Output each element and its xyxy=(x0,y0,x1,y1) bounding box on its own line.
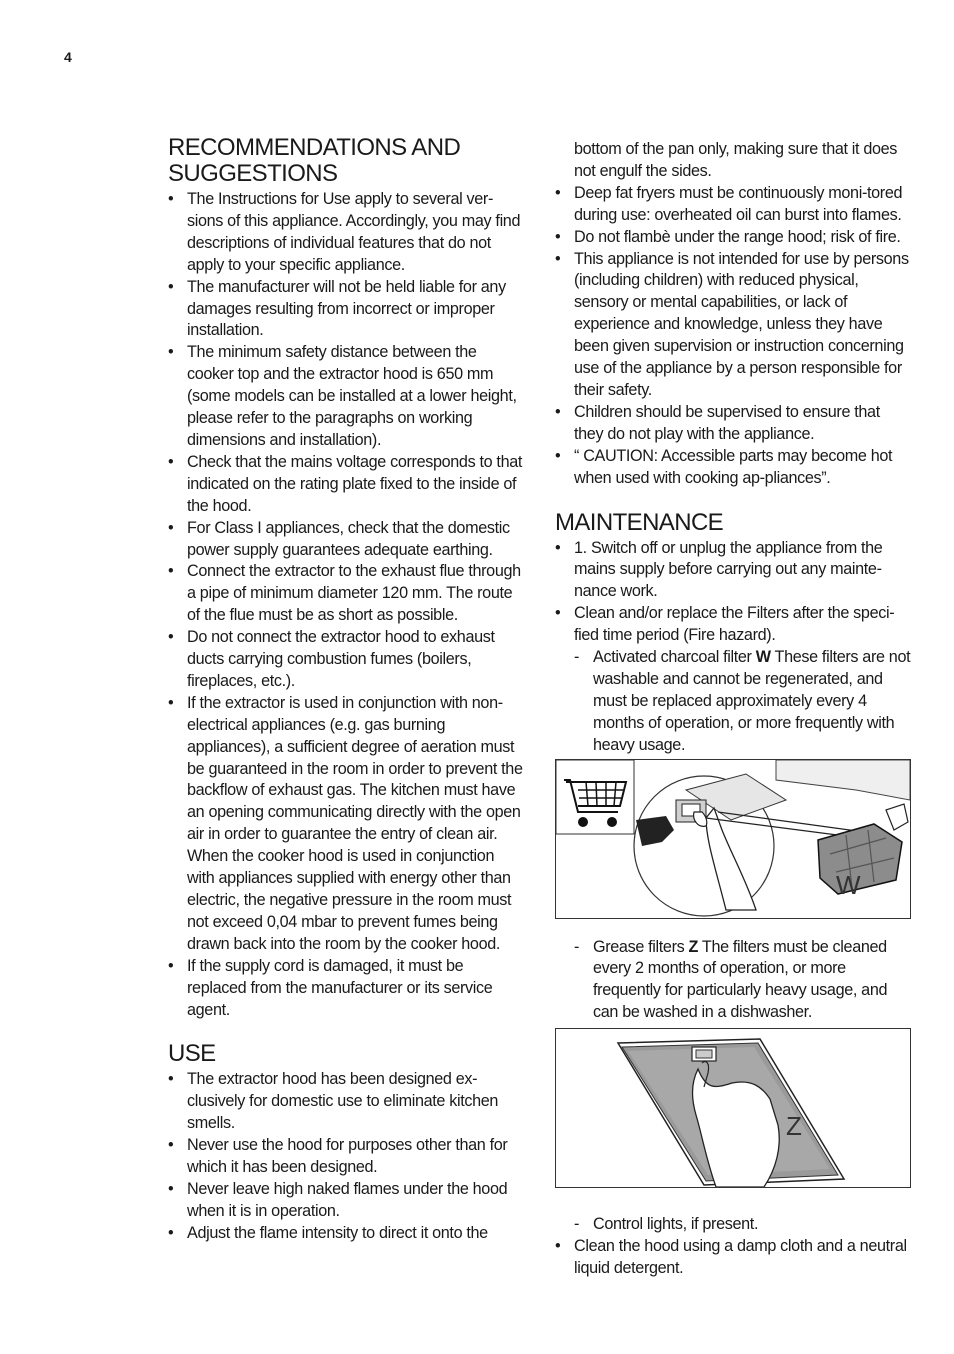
dash-icon: - xyxy=(574,1215,580,1234)
list-item: • The manufacturer will not be held liable for any damages resulting from incorrect or improper installation. xyxy=(168,277,506,340)
figure-w-label: W xyxy=(836,869,861,900)
bullet-icon: • xyxy=(168,190,174,208)
list-item: • Clean the hood using a damp cloth and a neutral liquid detergent. xyxy=(555,1237,907,1277)
list-item: • “ CAUTION: Accessible parts may become hot when used with cooking ap-pliances”. xyxy=(555,446,893,487)
figure-z-label: Z xyxy=(786,1111,802,1142)
bullet-icon: • xyxy=(168,1179,174,1198)
list-item: • Never use the hood for purposes other than for which it has been designed. xyxy=(168,1136,508,1177)
bullet-icon: • xyxy=(555,604,561,623)
bullet-icon: • xyxy=(555,446,561,465)
list-item: • Do not flambè under the range hood; risk of fire. xyxy=(555,227,911,249)
bullet-icon: • xyxy=(168,956,174,975)
bullet-icon: • xyxy=(168,452,174,471)
bullet-icon: • xyxy=(555,249,561,268)
grease-filter-illustration xyxy=(556,1029,910,1187)
list-item: • Do not connect the extractor hood to exhaust ducts carrying combustion fumes (boilers, fireplaces, etc.). xyxy=(168,628,495,690)
list-item: • Deep fat fryers must be continuously moni-tored during use: overheated oil can burst into flames. xyxy=(555,183,903,224)
bullet-icon: • xyxy=(168,518,174,537)
list-item: • For Class I appliances, check that the domestic power supply guarantees adequate earthing. xyxy=(168,518,510,559)
list-item: • Clean and/or replace the Filters after the speci-fied time period (Fire hazard). xyxy=(555,604,895,645)
list-item: • Children should be supervised to ensure that they do not play with the appliance. xyxy=(555,402,880,443)
bullet-icon: • xyxy=(168,1223,174,1242)
bullet-icon: • xyxy=(168,693,174,712)
bullet-icon: • xyxy=(168,277,174,296)
bullet-icon: • xyxy=(555,1237,561,1256)
maintenance-list-2 xyxy=(555,937,911,1025)
use-heading: USE xyxy=(168,1040,216,1068)
heading-line-2: SUGGESTIONS xyxy=(168,160,338,187)
bullet-icon: • xyxy=(555,402,561,421)
sub-list-item-charcoal: - Activated charcoal filter W These filters are not washable and cannot be regenerated, and must be replaced approximately every 4 months of operation, or more frequently with heavy usage. xyxy=(574,648,911,754)
bullet-icon: • xyxy=(555,183,561,202)
list-item: • The minimum safety distance between the cooker top and the extractor hood is 650 mm (some models can be installed at a lower height, please refer to the paragraphs on working dimensions and installation). xyxy=(168,343,517,449)
list-item: • Never leave high naked flames under the hood when it is in operation. xyxy=(168,1179,508,1220)
list-item: • If the extractor is used in conjunction with non-electrical appliances (e.g. gas burning appliances), a sufficient degree of aeration must be guaranteed in the room in order to prevent the backflow of exhaust gas. The kitchen must have an opening communicating directly with the open air in order to guarantee the entry of clean air. When the cooker hood is used in conjunction with appliances supplied with energy other than electric, the negative pressure in the room must not exceed 0,04 mbar to prevent fumes being drawn back into the room by the cooker hood. xyxy=(168,693,523,953)
maintenance-list xyxy=(555,538,911,757)
heading-line-1: RECOMMENDATIONS AND xyxy=(168,134,461,161)
maintenance-list-3 xyxy=(555,1214,911,1280)
bullet-icon: • xyxy=(168,562,174,581)
bullet-icon: • xyxy=(555,227,561,246)
page-number: 4 xyxy=(64,49,72,65)
use-list-continued xyxy=(555,183,911,490)
bullet-icon: • xyxy=(168,628,174,647)
list-item: • Check that the mains voltage corresponds to that indicated on the rating plate fixed to the inside of the hood. xyxy=(168,452,523,515)
list-item: • Connect the extractor to the exhaust flue through a pipe of minimum diameter 120 mm. The route of the flue must be as short as possible. xyxy=(168,562,521,625)
charcoal-filter-figure xyxy=(555,759,911,919)
maintenance-heading: MAINTENANCE xyxy=(555,508,724,536)
recommendations-heading xyxy=(168,135,524,187)
sub-list-item-control-lights: - Control lights, if present. xyxy=(555,1214,911,1236)
sub-list-item-grease: - Grease filters Z The filters must be cleaned every 2 months of operation, or more frequently for particularly heavy usage, and can be washed in a dishwasher. xyxy=(574,937,888,1022)
bullet-icon: • xyxy=(168,1136,174,1155)
list-item: • 1. Switch off or unplug the appliance from the mains supply before carrying out any mainte-nance work. xyxy=(555,538,883,601)
right-column xyxy=(555,139,911,1280)
dash-icon: - xyxy=(574,648,580,667)
list-item: • This appliance is not intended for use by persons (including children) with reduced physical, sensory or mental capabilities, or lack of experience and knowledge, unless they have been given supervision or instruction concerning use of the appliance by a person responsible for their safety. xyxy=(555,249,909,399)
list-item: • The extractor hood has been designed ex-clusively for domestic use to eliminate kitchen smells. xyxy=(168,1070,499,1133)
left-column xyxy=(168,135,524,1245)
bullet-icon: • xyxy=(168,343,174,362)
dash-icon: - xyxy=(574,937,580,956)
use-list xyxy=(168,1069,524,1244)
list-item: • Adjust the flame intensity to direct it onto the xyxy=(168,1223,524,1245)
bullet-icon: • xyxy=(555,538,561,557)
list-item: • If the supply cord is damaged, it must be replaced from the manufacturer or its service agent. xyxy=(168,956,493,1019)
charcoal-filter-illustration xyxy=(556,760,910,918)
list-item: • The Instructions for Use apply to several ver-sions of this appliance. Accordingly, you may find descriptions of individual features that do not apply to your specific appliance. xyxy=(168,190,521,274)
recommendations-list xyxy=(168,189,524,1021)
use-item-continued: bottom of the pan only, making sure that it does not engulf the sides. xyxy=(574,140,898,180)
grease-filter-figure xyxy=(555,1028,911,1188)
bullet-icon: • xyxy=(168,1070,174,1089)
